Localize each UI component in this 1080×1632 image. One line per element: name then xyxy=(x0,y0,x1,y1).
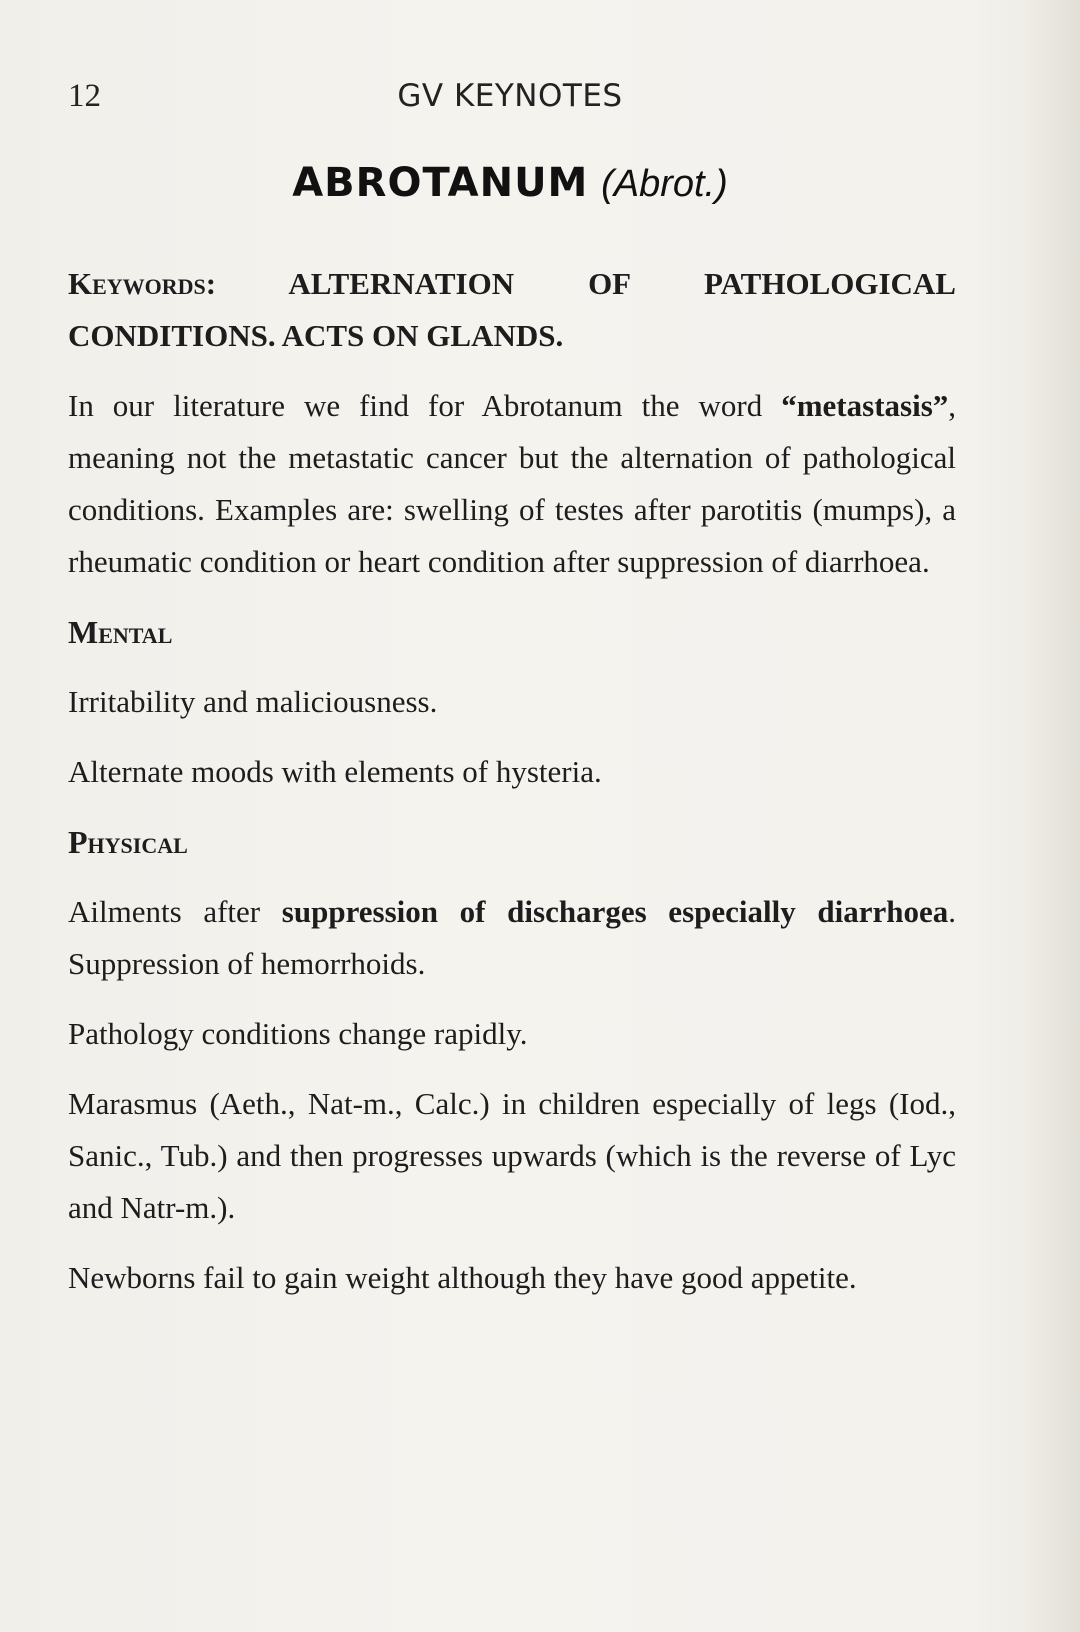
mental-line: Alternate moods with elements of hysteria. xyxy=(68,754,602,789)
page-content xyxy=(68,258,956,1322)
physical-ailments-paragraph xyxy=(68,886,956,990)
intro-text-start: In our literature we find for Abrotanum the word xyxy=(68,388,763,423)
intro-paragraph xyxy=(68,380,956,588)
remedy-abbreviation: (Abrot.) xyxy=(601,163,728,205)
remedy-title xyxy=(0,160,1020,206)
physical-line: Marasmus (Aeth., Nat-m., Calc.) in children especially of legs (Iod., Sanic., Tub.) and then progresses upwards (which is the reverse of Lyc and Natr-m.). xyxy=(68,1086,956,1225)
intro-bold-term: “metastasis” xyxy=(781,388,949,423)
mental-line: Irritability and maliciousness. xyxy=(68,684,438,719)
page-number: 12 xyxy=(68,78,101,114)
page-edge-shade xyxy=(1020,0,1080,1632)
ailments-tail: . Suppression of hemorrhoids. xyxy=(68,894,957,981)
physical-line: Pathology conditions change rapidly. xyxy=(68,1016,528,1051)
section-heading-physical: Physical xyxy=(68,824,188,860)
remedy-name: ABROTANUM xyxy=(292,160,589,206)
running-title: GV KEYNOTES xyxy=(397,78,623,114)
keywords-paragraph xyxy=(68,258,956,362)
physical-line: Newborns fail to gain weight although they have good appetite. xyxy=(68,1260,857,1295)
keywords-label: Keywords: xyxy=(68,266,217,301)
intro-text-end: , meaning not the metastatic cancer but the alternation of pathological conditions. Examples are: swelling of testes after parotitis (mumps), a rheumatic condition or heart condition after suppression of diarrhoea. xyxy=(68,388,957,579)
section-heading-mental: Mental xyxy=(68,614,173,650)
ailments-bold: suppression of discharges especially diarrhoea xyxy=(281,894,949,929)
ailments-lead: Ailments after xyxy=(68,894,261,929)
running-header xyxy=(0,78,1080,118)
keywords-text: ALTERNATION OF PATHOLOGICAL CONDITIONS. ACTS ON GLANDS. xyxy=(68,266,956,353)
